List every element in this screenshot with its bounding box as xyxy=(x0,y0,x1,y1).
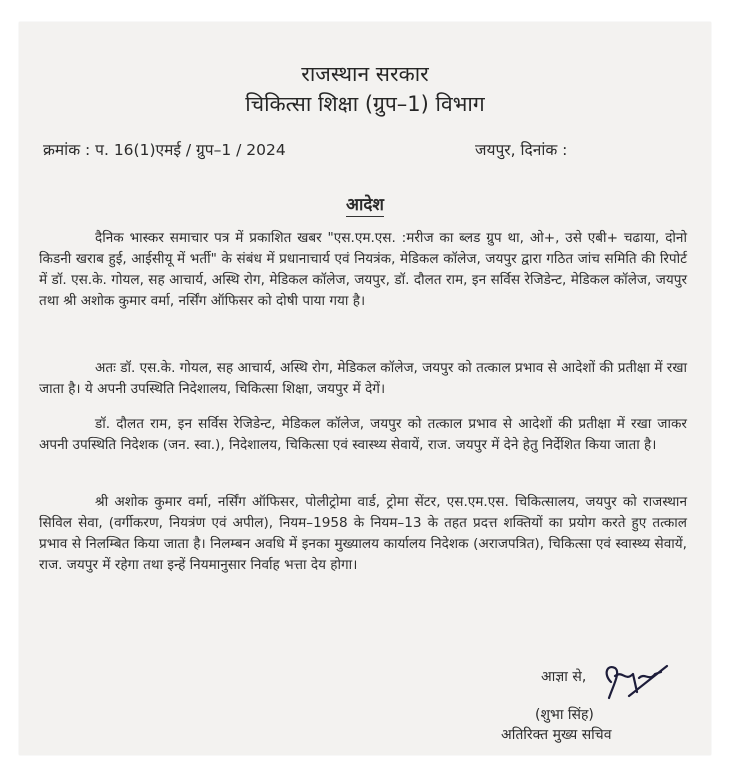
place-date: जयपुर, दिनांक : xyxy=(475,141,568,159)
paragraph-3: डॉ. दौलत राम, इन सर्विस रेजिडेन्ट, मेडिकल कॉलेज, जयपुर को तत्काल प्रभाव से आदेशों की प्रतीक्षा में रखा जाकर अपनी उपस्थिति निदेशक (जन. स्वा.), निदेशालय, चिकित्सा एवं स्वास्थ्य सेवायें, राज. जयपुर में देने हेतु निर्देशित किया जाता है। xyxy=(39,416,687,453)
document-page xyxy=(19,22,711,755)
paragraph-2: अतः डॉ. एस.के. गोयल, सह आचार्य, अस्थि रोग, मेडिकल कॉलेज, जयपुर को तत्काल प्रभाव से आदेशों की प्रतीक्षा में रखा जाता है। ये अपनी उपस्थिति निदेशालय, चिकित्सा शिक्षा, जयपुर में देगें। xyxy=(39,360,687,397)
paragraph-1: दैनिक भास्कर समाचार पत्र में प्रकाशित खबर "एस.एम.एस. :मरीज का ब्लड ग्रुप था, ओ+, उसे एबी+ चढाया, दोनो किडनी खराब हुई, आईसीयू में भर्ती" के संबंध में प्रधानाचार्य एवं नियत्रंक, मेडिकल कॉलेज, जयपुर द्वारा गठित जांच समिति की रिपोर्ट में डॉ. एस.के. गोयल, सह आचार्य, अस्थि रोग, मेडिकल कॉलेज, जयपुर, डॉ. दौलत राम, इन सर्विस रेजिडेन्ट, मेडिकल कॉलेज, जयपुर तथा श्री अशोक कुमार वर्मा, नर्सिंग ऑफिसर को दोषी पाया गया है। xyxy=(39,230,687,309)
paragraph-4: श्री अशोक कुमार वर्मा, नर्सिंग ऑफिसर, पोलीट्रोमा वार्ड, ट्रोमा सेंटर, एस.एम.एस. चिकित्सालय, जयपुर को राजस्थान सिविल सेवा, (वर्गीकरण, नियत्रंण एवं अपील), नियम–1958 के नियम–13 के तहत प्रदत्त शक्तियों का प्रयोग करते हुए तत्काल प्रभाव से निलम्बित किया जाता है। निलम्बन अवधि में इनका मुख्यालय कार्यालय निदेशक (अराजपत्रित), चिकित्सा एवं स्वास्थ्य सेवायें, राज. जयपुर में रहेगा तथा इन्हें नियमानुसार निर्वाह भत्ता देय होगा। xyxy=(39,494,687,573)
order-by-text: आज्ञा से, xyxy=(541,669,587,685)
department-heading: चिकित्सा शिक्षा (ग्रुप–1) विभाग xyxy=(245,92,485,116)
signatory-name: (शुभा सिंह) xyxy=(535,707,594,723)
government-heading: राजस्थान सरकार xyxy=(301,62,429,86)
reference-number: क्रमांक : प. 16(1)एमई / ग्रुप–1 / 2024 xyxy=(43,141,286,159)
order-title xyxy=(19,192,711,215)
signatory-designation: अतिरिक्त मुख्य सचिव xyxy=(501,727,612,743)
handwritten-signature xyxy=(589,652,669,712)
order-title-text: आदेश xyxy=(346,195,384,215)
